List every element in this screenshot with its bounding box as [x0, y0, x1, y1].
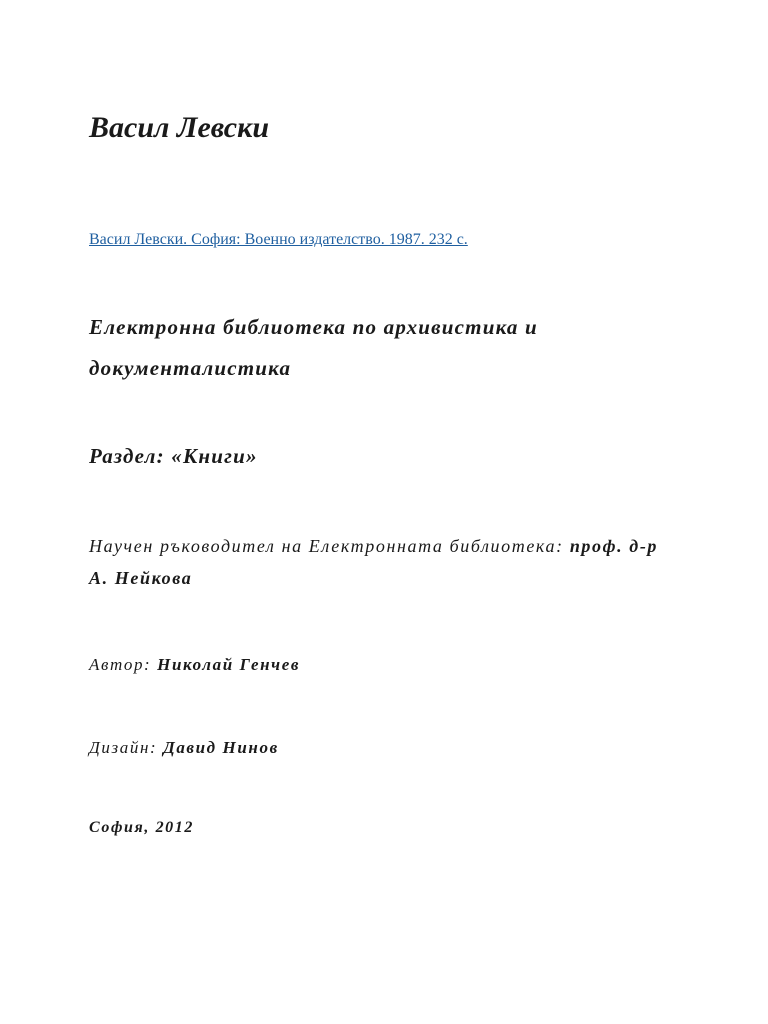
supervisor-label: Научен ръководител на Електронната библиотека:	[89, 536, 564, 556]
author-label: Автор:	[89, 655, 152, 674]
supervisor-name: проф. д-р А. Нейкова	[89, 536, 659, 588]
design-label: Дизайн:	[89, 738, 158, 757]
section-heading: Раздел: «Книги»	[89, 444, 258, 468]
place-year: София, 2012	[89, 819, 194, 836]
design-name: Давид Нинов	[163, 738, 279, 757]
source-reference-link[interactable]: Васил Левски. София: Военно издателство. 1987. 232 с.	[89, 231, 468, 248]
design-line	[89, 734, 279, 762]
library-heading: Електронна библиотека по архивистика и документалистика	[89, 315, 538, 380]
author-line	[89, 651, 300, 679]
supervisor-line	[89, 530, 679, 594]
page-title: Васил Левски	[89, 111, 270, 144]
author-name: Николай Генчев	[157, 655, 301, 674]
